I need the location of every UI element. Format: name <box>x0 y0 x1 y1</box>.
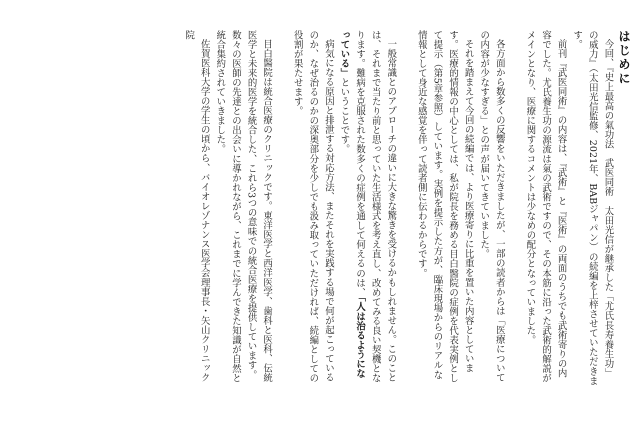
paragraph-intro: 今回、『史上最高の氣功法 武医同術 太田光信が継承した「尤氏長寿養生功」の威力』（太田光信監修、2021年、BABジャパン）の続編を上梓させていただきます。 <box>571 30 614 386</box>
paragraph-approach <box>336 30 398 386</box>
approach-text-end: ということです。 <box>338 77 350 155</box>
chapter-heading: はじめに <box>617 30 631 86</box>
paragraph-sequel-focus: それを踏まえて今回の続編では、より医療寄りに比重を置いた内容としています。医療的情報の中心としては、私が院長を務める目白醫院の症例を代表実例として提示（第5章参照）しています。実例を提示した方が、臨床現場からのリアルな情報として身近な感覚を伴って読者側に伝わるからです。 <box>415 30 474 383</box>
paragraph-student-days: 佐賀医科大学の学生の頃から、バイオレゾナンス医学会理事長・矢山クリニック院 <box>183 30 210 383</box>
paragraph-cause: 病気になる原因と排泄する対応方法、またそれを実践する場で何が起こっているのか、なぜ治るのかの深奥部分を少しでも汲み取っていただければ、続編としての役割が果たせます。 <box>291 30 334 383</box>
vertical-text-body <box>8 30 632 386</box>
approach-text: 一般常識とのアプローチの違いに大きな驚きを受けるかもしれません。このことは、それまで当たり前と思っていた生活様式を考え直し、改めてみる良い契機となります。難病を克服された数多くの症例を通して何えるのは、 <box>354 30 397 383</box>
emphasis-quote: 「人は治るようになっている」 <box>338 30 366 379</box>
paragraph-clinic: 目白醫院は統合医療のクリニックです。東洋医学と西洋医学、歯科と医科、伝統医学と未来的医学を統合した、これら3つの意味での統合医療を提供しています。数々の医師の先達との出会いに導かれながら、これまでに学んできた知識が自然と統合集約されていきました。 <box>214 30 273 383</box>
paragraph-feedback: 各方面から数多くの反響をいただきましたが、一部の読者からは「医療についての内容が少なすぎる」との声が届いてきていました。 <box>478 30 505 383</box>
paragraph-previous-book: 前刊『武医同術』の内容は、『武術』と『医術』の両面のうちでも武術寄りの内容でした。尤氏養生功の源流は氣の武術ですので、その本筋に沿った武術的解説がメインとなり、医療に関するコメントは少なめの配分となっていました。 <box>524 30 567 383</box>
